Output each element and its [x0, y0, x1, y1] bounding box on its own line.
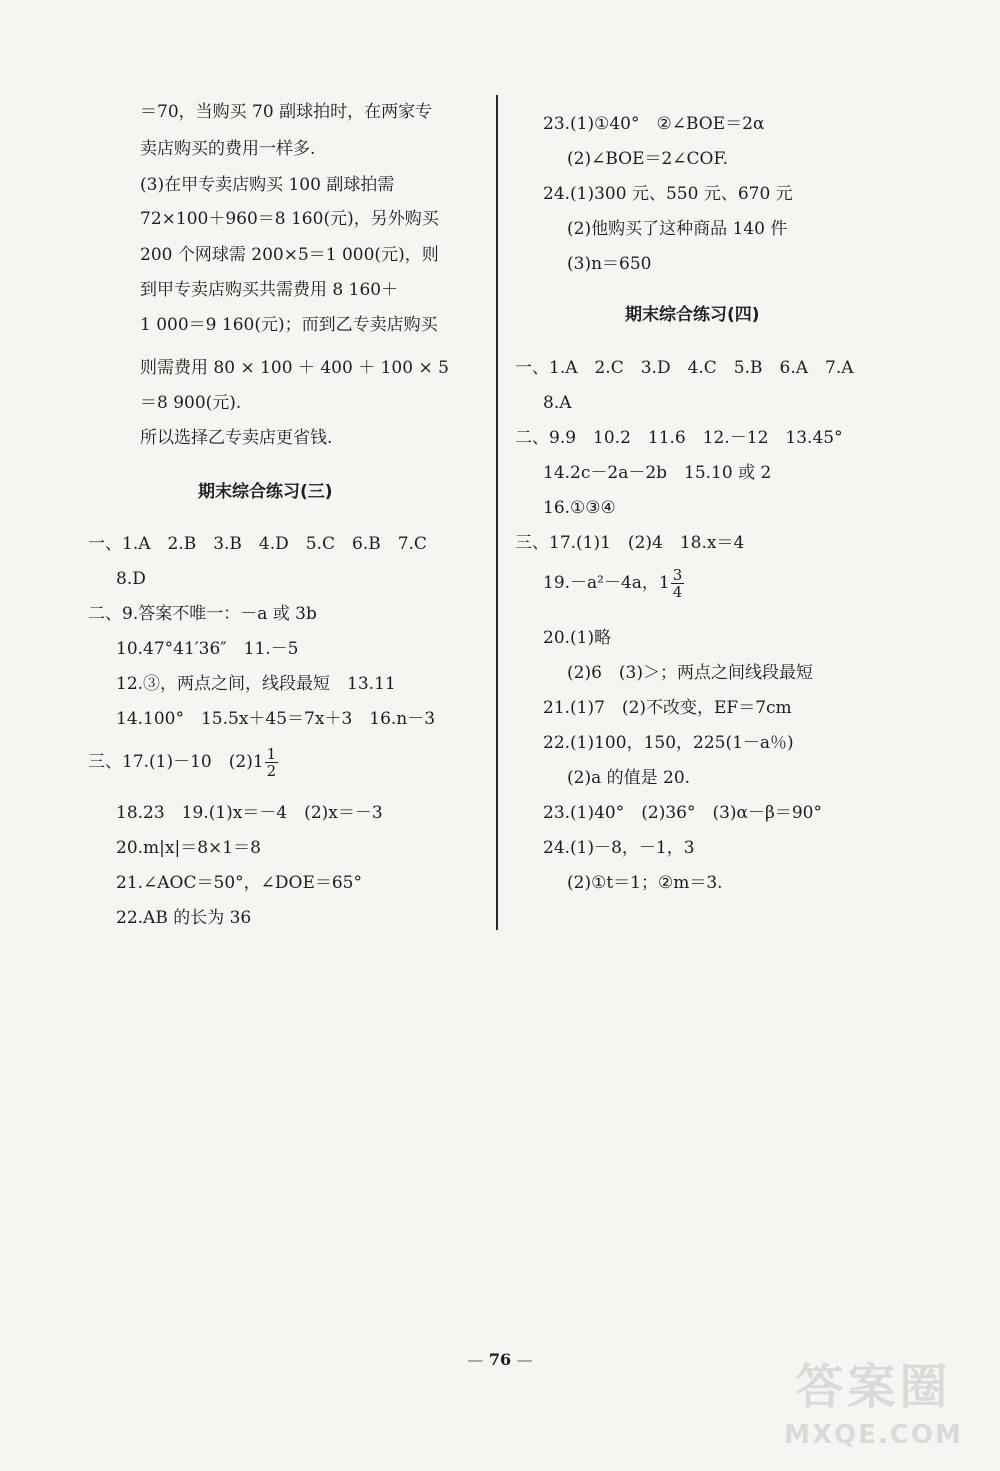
watermark-logo — [761, 1355, 986, 1465]
answer-line: 一、1.A 2.C 3.D 4.C 5.B 6.A 7.A — [515, 358, 854, 378]
answer-line-with-fraction — [88, 742, 278, 782]
answer-line: (3)n＝650 — [567, 254, 652, 274]
answer-line: 18.23 19.(1)x＝－4 (2)x＝－3 — [116, 803, 383, 823]
text-line: 到甲专卖店购买共需费用 8 160＋ — [140, 280, 399, 300]
fraction-denominator: 2 — [266, 762, 277, 780]
answer-line: 二、9.答案不唯一：－a 或 3b — [88, 604, 317, 624]
answer-line: 8.A — [543, 393, 572, 413]
answer-line: 23.(1)40° (2)36° (3)α－β＝90° — [543, 803, 822, 823]
answer-line: 20.m|x|＝8×1＝8 — [116, 838, 261, 858]
answer-line: 14.2c－2a－2b 15.10 或 2 — [543, 463, 772, 483]
answer-line: 14.100° 15.5x＋45＝7x＋3 16.n－3 — [116, 709, 436, 729]
answer-line: 23.(1)①40° ②∠BOE＝2α — [543, 114, 765, 134]
answer-text: 三、17.(1)－10 (2)1 — [88, 752, 264, 772]
answer-line: 三、17.(1)1 (2)4 18.x＝4 — [515, 533, 745, 553]
answer-line: 21.(1)7 (2)不改变，EF＝7cm — [543, 698, 792, 718]
text-line: ＝70，当购买 70 副球拍时，在两家专 — [140, 102, 433, 122]
text-line: 所以选择乙专卖店更省钱. — [140, 428, 333, 448]
answer-line: 24.(1)300 元、550 元、670 元 — [543, 184, 793, 204]
page-number: — 76 — — [467, 1350, 533, 1369]
fraction-numerator: 1 — [266, 745, 277, 763]
answer-line: (2)∠BOE＝2∠COF. — [567, 149, 729, 169]
answer-line: 20.(1)略 — [543, 628, 612, 648]
answer-line: 21.∠AOC＝50°，∠DOE＝65° — [116, 873, 362, 893]
answer-line: 22.(1)100，150，225(1－a％) — [543, 733, 794, 753]
column-divider — [496, 95, 498, 930]
text-line: 72×100＋960＝8 160(元)，另外购买 — [140, 209, 439, 229]
fraction-numerator: 3 — [672, 566, 683, 584]
answer-line: (2)6 (3)＞；两点之间线段最短 — [567, 663, 813, 683]
answer-text: 19.－a²－4a，1 — [543, 573, 670, 593]
answer-line: (2)他购买了这种商品 140 件 — [567, 219, 788, 239]
text-line: 1 000＝9 160(元)；而到乙专卖店购买 — [140, 315, 438, 335]
text-line: 卖店购买的费用一样多. — [140, 139, 316, 159]
page-number-value: 76 — [488, 1350, 512, 1369]
text-line: 则需费用 80 × 100 ＋ 400 ＋ 100 × 5 — [140, 358, 449, 378]
answer-line: 24.(1)－8，－1，3 — [543, 838, 695, 858]
watermark-title: 答案圈 — [795, 1359, 952, 1415]
answer-line: 22.AB 的长为 36 — [116, 908, 252, 928]
answer-line: 16.①③④ — [543, 498, 616, 518]
answer-line: (2)①t＝1；②m＝3. — [567, 873, 723, 893]
answer-line: 12.③，两点之间，线段最短 13.11 — [116, 674, 396, 694]
answer-line: (2)a 的值是 20. — [567, 768, 691, 788]
text-line: 200 个网球需 200×5＝1 000(元)，则 — [140, 245, 439, 265]
fraction-denominator: 4 — [672, 583, 683, 601]
text-line: ＝8 900(元). — [140, 393, 242, 413]
fraction — [671, 567, 685, 600]
answer-line-with-fraction — [543, 563, 684, 603]
text-line: (3)在甲专卖店购买 100 副球拍需 — [140, 175, 395, 195]
answer-line: 8.D — [116, 569, 146, 589]
fraction — [265, 746, 279, 779]
answer-line: 二、9.9 10.2 11.6 12.－12 13.45° — [515, 428, 843, 448]
answer-line: 一、1.A 2.B 3.B 4.D 5.C 6.B 7.C — [88, 534, 427, 554]
section-heading: 期末综合练习(四) — [625, 305, 760, 325]
section-heading: 期末综合练习(三) — [198, 482, 333, 502]
answer-line: 10.47°41′36″ 11.－5 — [116, 639, 299, 659]
watermark-url: MXQE.COM — [784, 1420, 963, 1450]
